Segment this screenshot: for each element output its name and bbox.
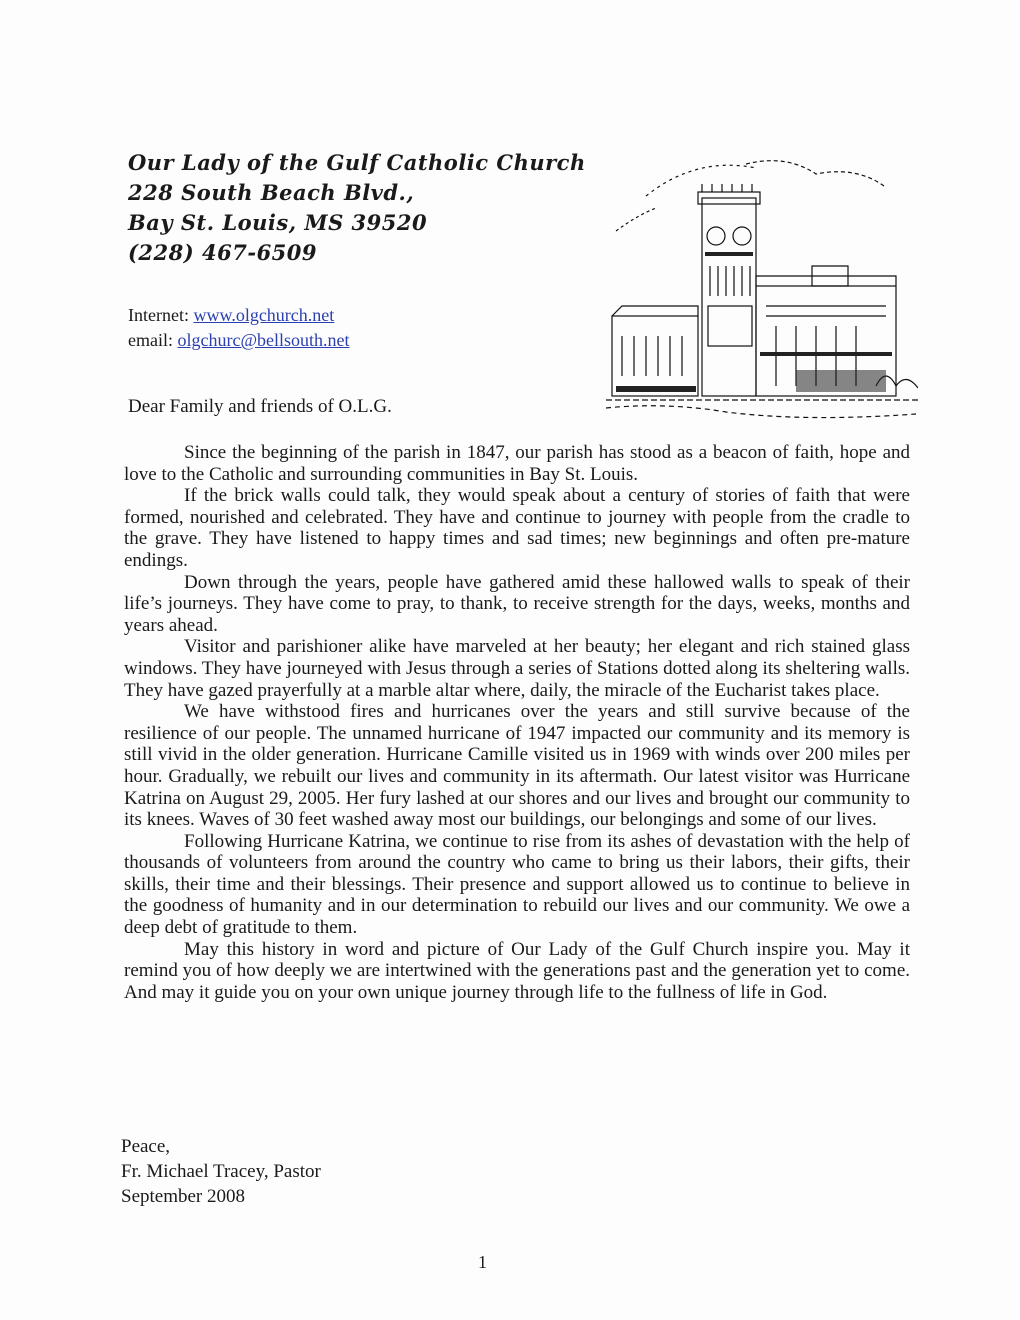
church-drawing-icon — [606, 156, 918, 428]
email-link[interactable]: olgchurc@bellsouth.net — [177, 330, 350, 350]
internet-line — [128, 303, 350, 328]
signer-name: Fr. Michael Tracey, Pastor — [121, 1161, 321, 1182]
website-link[interactable]: www.olgchurch.net — [193, 305, 335, 325]
phone-number: (228) 467-6509 — [128, 240, 318, 265]
page-number: 1 — [478, 1252, 487, 1272]
email-label: email: — [128, 330, 173, 350]
street-address: 228 South Beach Blvd., — [128, 180, 415, 205]
paragraph: Down through the years, people have gathered amid these hallowed walls to speak of their life’s journeys. They have come to pray, to thank, to receive strength for the days, weeks, months and years ahead. — [124, 571, 910, 636]
city-state-zip: Bay St. Louis, MS 39520 — [128, 210, 428, 235]
letter-date: September 2008 — [121, 1186, 246, 1207]
contact-info — [128, 303, 350, 353]
paragraph: We have withstood fires and hurricanes over the years and still survive because of the resilience of our people. The unnamed hurricane of 1947 impacted our community and its memory is still vivid in the older generation. Hurricane Camille visited us in 1969 with winds over 200 miles per hour. Gradually, we rebuilt our lives and community in its aftermath. Our latest visitor was Hurricane Katrina on August 29, 2005. Her fury lashed at our shores and our lives and brought our community to its knees. Waves of 30 feet washed away most our buildings, our belongings and some of our lives. — [124, 701, 910, 831]
paragraph: May this history in word and picture of Our Lady of the Gulf Church inspire you. May it remind you of how deeply we are intertwined with the generations past and the generation yet to come. And may it guide you on your own unique journey through life to the fullness of life in God. — [124, 938, 910, 1003]
email-line — [128, 328, 350, 353]
letterhead — [128, 148, 608, 268]
church-name: Our Lady of the Gulf Catholic Church — [128, 150, 586, 175]
internet-label: Internet: — [128, 305, 189, 325]
paragraph: Since the beginning of the parish in 1847, our parish has stood as a beacon of faith, hope and love to the Catholic and surrounding communities in Bay St. Louis. — [124, 442, 910, 485]
paragraph: If the brick walls could talk, they would speak about a century of stories of faith that were formed, nourished and celebrated. They have and continue to journey with people from the cradle to the grave. They have listened to happy times and sad times; new beginnings and often pre-mature endings. — [124, 485, 910, 571]
paragraph: Visitor and parishioner alike have marveled at her beauty; her elegant and rich stained glass windows. They have journeyed with Jesus through a series of Stations dotted along its sheltering walls. They have gazed prayerfully at a marble altar where, daily, the miracle of the Eucharist takes place. — [124, 636, 910, 701]
signoff — [121, 1134, 321, 1209]
letter-body — [124, 442, 910, 1003]
salutation: Dear Family and friends of O.L.G. — [128, 396, 392, 417]
closing: Peace, — [121, 1136, 171, 1157]
paragraph: Following Hurricane Katrina, we continue to rise from its ashes of devastation with the help of thousands of volunteers from around the country who came to bring us their labors, their gifts, their skills, their time and their blessings. Their presence and support allowed us to continue to believe in the goodness of humanity and in our determination to rebuild our lives and our community. We owe a deep debt of gratitude to them. — [124, 830, 910, 939]
